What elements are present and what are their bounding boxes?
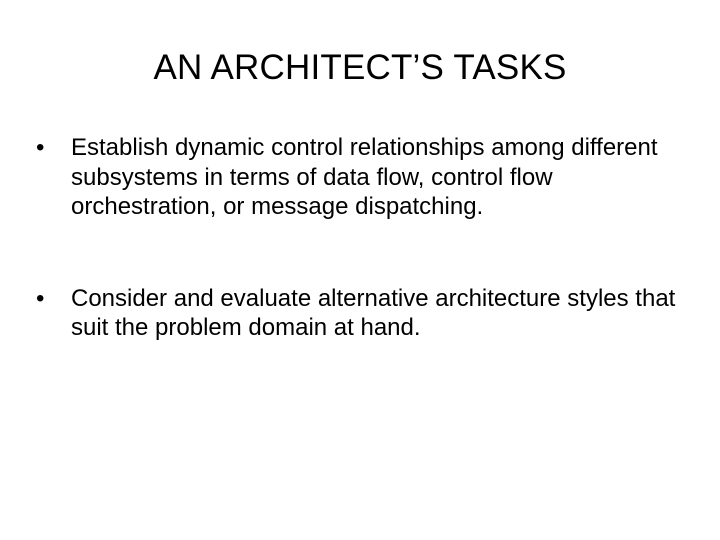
- bullet-item: [36, 284, 696, 343]
- bullet-list: [36, 133, 696, 343]
- bullet-dot-icon: •: [36, 134, 45, 161]
- bullet-item: [36, 133, 696, 222]
- bullet-dot-icon: •: [36, 284, 45, 312]
- bullet-text: Establish dynamic control relationships among different subsystems in terms of data flow, control flow orchestration, or message dispatching.: [71, 134, 658, 220]
- slide-title: AN ARCHITECT’S TASKS: [153, 48, 567, 87]
- bullet-text: Consider and evaluate alternative architecture styles that suit the problem domain at hand.: [71, 284, 676, 341]
